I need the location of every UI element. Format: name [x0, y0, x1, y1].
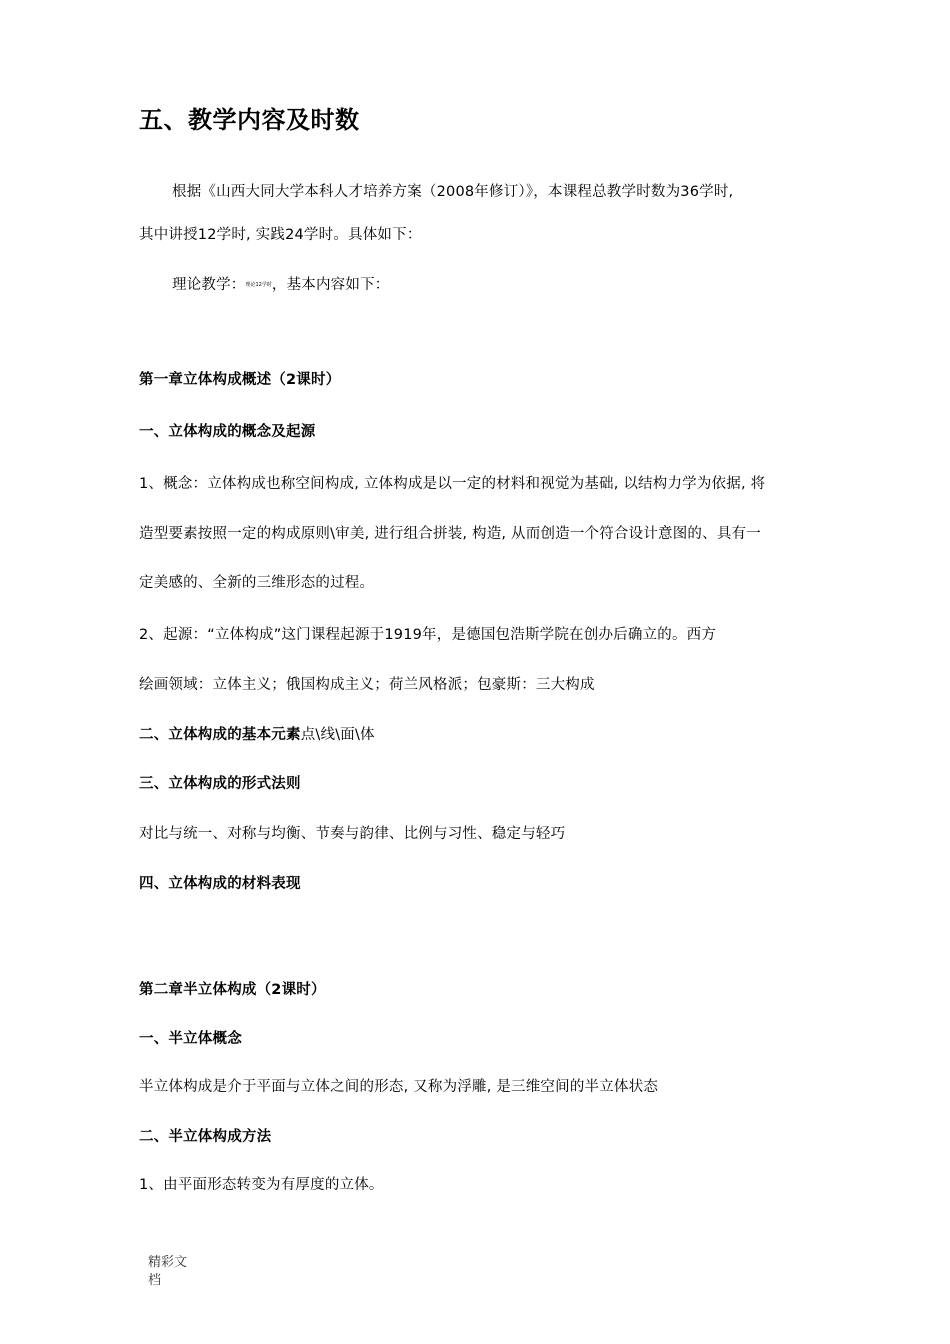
theory-suffix: ，基本内容如下： — [271, 277, 390, 293]
theory-prefix: 理论教学： — [172, 277, 246, 293]
theory-line — [172, 275, 389, 295]
chapter2-title: 第二章半立体构成（2课时） — [139, 982, 326, 998]
semi-relief-text: 半立体构成是介于平面与立体之间的形态, 又称为浮雕, 是三维空间的半立体状态 — [139, 1079, 659, 1095]
chapter2-section1-heading: 一、半立体概念 — [139, 1031, 242, 1047]
origin-line-1: 2、起源：“立体构成”这门课程起源于1919年，是德国包浩斯学院在创办后确立的。西方 — [139, 627, 717, 643]
concept-line-2: 造型要素按照一定的构成原则\审美, 进行组合拼装, 构造, 从而创造一个符合设计意图的、具有一 — [139, 526, 761, 542]
footer-line-2: 档 — [148, 1273, 162, 1288]
chapter1-title: 第一章立体构成概述（2课时） — [139, 372, 341, 388]
chapter2-section2-heading: 二、半立体构成方法 — [139, 1129, 272, 1145]
chapter1-section3-heading: 三、立体构成的形式法则 — [139, 776, 301, 792]
section-heading: 五、教学内容及时数 — [139, 106, 360, 134]
method-item-1: 1、由平面形态转变为有厚度的立体。 — [139, 1177, 384, 1193]
concept-line-3: 定美感的、全新的三维形态的过程。 — [139, 575, 375, 591]
concept-line-1: 1、概念：立体构成也称空间构成, 立体构成是以一定的材料和视觉为基础, 以结构力学为依据, 将 — [139, 476, 766, 492]
theory-tiny-note: 理论12学时 — [245, 282, 272, 288]
footer-line-1: 精彩文 — [148, 1255, 188, 1270]
formal-rules-text: 对比与统一、对称与均衡、节奏与韵律、比例与习性、稳定与轻巧 — [139, 826, 566, 842]
chapter1-section4-heading: 四、立体构成的材料表现 — [139, 876, 301, 892]
section2-heading-bold: 二、立体构成的基本元素 — [139, 727, 301, 743]
chapter1-section2-heading — [139, 725, 375, 745]
chapter1-section1-heading: 一、立体构成的概念及起源 — [139, 424, 316, 440]
intro-line-2: 其中讲授12学时, 实践24学时。具体如下： — [139, 227, 422, 243]
intro-line-1: 根据《山西大同大学本科人才培养方案（2008年修订）》，本课程总教学时数为36学时, — [172, 184, 734, 200]
origin-line-2: 绘画领域：立体主义；俄国构成主义；荷兰风格派；包豪斯：三大构成 — [139, 677, 595, 693]
footer-watermark — [148, 1254, 198, 1290]
section2-heading-rest: 点\线\面\体 — [300, 727, 375, 743]
